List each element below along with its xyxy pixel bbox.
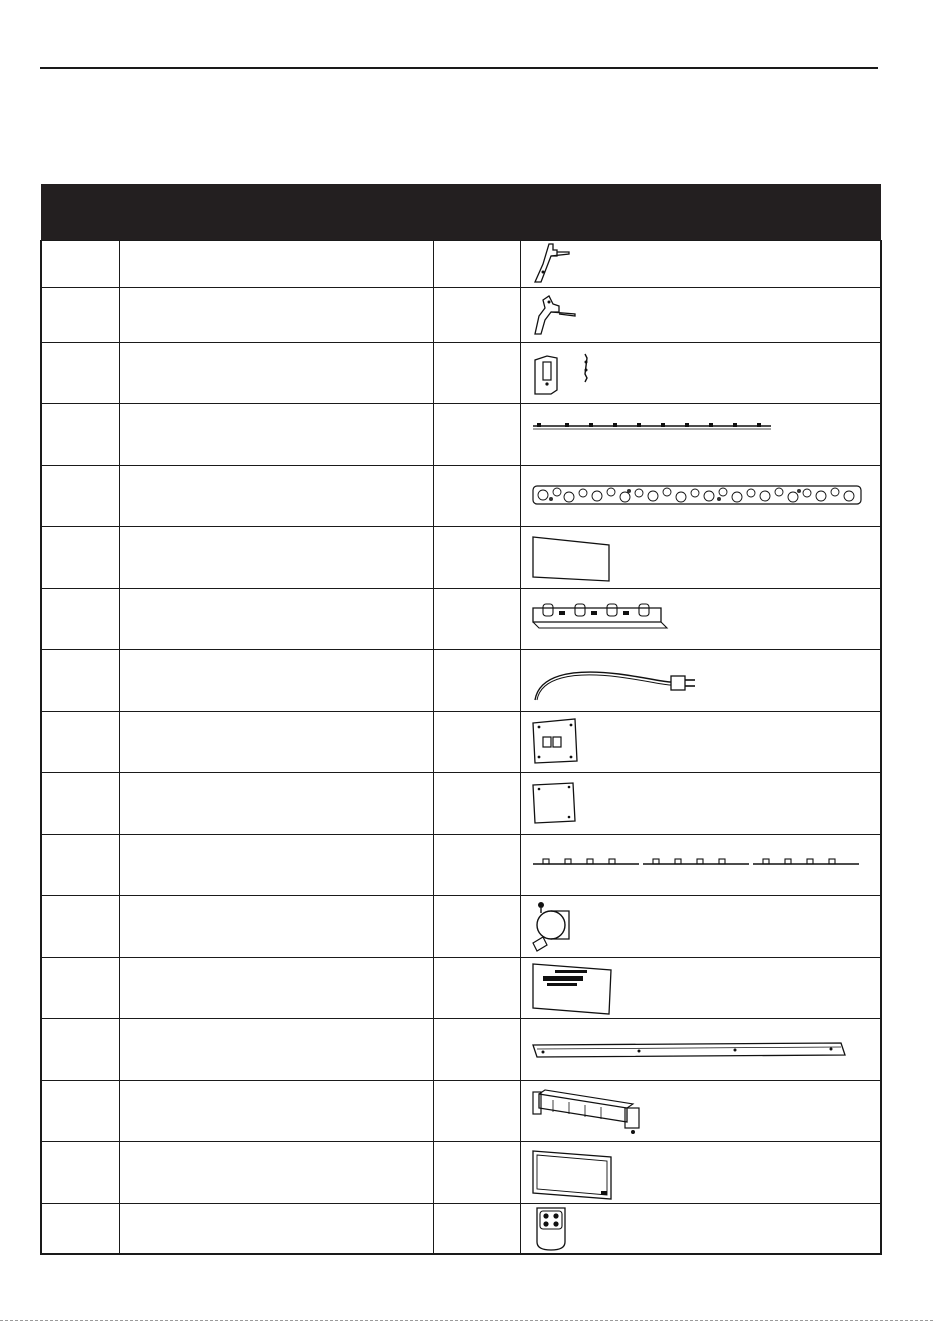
quantity-cell xyxy=(433,1019,520,1081)
header-quantity xyxy=(433,184,520,241)
part-cell xyxy=(41,466,119,527)
light-strip-icon xyxy=(529,840,869,890)
part-cell xyxy=(41,773,119,835)
table-row xyxy=(41,466,881,527)
table-row xyxy=(41,589,881,650)
table-header-row xyxy=(41,184,881,241)
table-row xyxy=(41,241,881,288)
crystal-ember-bed-icon xyxy=(529,471,869,521)
table-row xyxy=(41,712,881,773)
description-cell xyxy=(119,404,433,466)
quantity-cell xyxy=(433,527,520,589)
remote-control-icon xyxy=(529,1204,579,1252)
description-cell xyxy=(119,241,433,288)
description-cell xyxy=(119,288,433,343)
description-cell xyxy=(119,1142,433,1204)
table-row xyxy=(41,773,881,835)
description-cell xyxy=(119,343,433,404)
description-cell xyxy=(119,958,433,1019)
wall-mount-bracket-icon xyxy=(529,348,609,398)
table-row xyxy=(41,1142,881,1204)
description-cell xyxy=(119,1081,433,1142)
quantity-cell xyxy=(433,466,520,527)
table-row xyxy=(41,1204,881,1254)
led-strip-icon xyxy=(529,410,779,460)
header-description xyxy=(119,184,433,241)
table-row xyxy=(41,343,881,404)
right-leg-bracket-icon xyxy=(529,242,589,286)
left-leg-bracket-icon xyxy=(529,292,589,338)
label-panel-icon xyxy=(529,960,629,1016)
header-image xyxy=(520,184,881,241)
description-cell xyxy=(119,773,433,835)
part-cell xyxy=(41,1019,119,1081)
quantity-cell xyxy=(433,241,520,288)
quantity-cell xyxy=(433,404,520,466)
quantity-cell xyxy=(433,958,520,1019)
description-cell xyxy=(119,1204,433,1254)
description-cell xyxy=(119,1019,433,1081)
part-cell xyxy=(41,343,119,404)
description-cell xyxy=(119,466,433,527)
part-cell xyxy=(41,712,119,773)
page-heading xyxy=(40,100,878,140)
part-cell xyxy=(41,527,119,589)
table-row xyxy=(41,404,881,466)
description-cell xyxy=(119,712,433,773)
part-cell xyxy=(41,650,119,712)
table-row xyxy=(41,527,881,589)
light-bar-board-icon xyxy=(529,594,679,644)
description-cell xyxy=(119,896,433,958)
description-cell xyxy=(119,527,433,589)
table-row xyxy=(41,650,881,712)
power-cord-icon xyxy=(529,656,709,706)
panel-icon xyxy=(529,531,629,585)
heater-assembly-icon xyxy=(529,1082,659,1140)
part-cell xyxy=(41,241,119,288)
table-row xyxy=(41,835,881,896)
bottom-dashed-line xyxy=(0,1320,933,1321)
part-cell xyxy=(41,1142,119,1204)
quantity-cell xyxy=(433,288,520,343)
control-board-icon xyxy=(529,715,589,769)
table-row xyxy=(41,1081,881,1142)
quantity-cell xyxy=(433,835,520,896)
header-part xyxy=(41,184,119,241)
quantity-cell xyxy=(433,1142,520,1204)
quantity-cell xyxy=(433,896,520,958)
quantity-cell xyxy=(433,712,520,773)
part-cell xyxy=(41,288,119,343)
quantity-cell xyxy=(433,773,520,835)
quantity-cell xyxy=(433,1081,520,1142)
flame-motor-icon xyxy=(529,899,589,955)
quantity-cell xyxy=(433,650,520,712)
description-cell xyxy=(119,589,433,650)
quantity-cell xyxy=(433,343,520,404)
part-cell xyxy=(41,958,119,1019)
table-row xyxy=(41,958,881,1019)
mounting-rail-icon xyxy=(529,1025,859,1075)
description-cell xyxy=(119,650,433,712)
quantity-cell xyxy=(433,589,520,650)
top-rule xyxy=(40,67,878,69)
glass-panel-icon xyxy=(529,1145,629,1201)
part-cell xyxy=(41,896,119,958)
parts-table xyxy=(40,184,882,1255)
part-cell xyxy=(41,1204,119,1254)
table-row xyxy=(41,1019,881,1081)
description-cell xyxy=(119,835,433,896)
part-cell xyxy=(41,404,119,466)
part-cell xyxy=(41,589,119,650)
part-cell xyxy=(41,1081,119,1142)
quantity-cell xyxy=(433,1204,520,1254)
table-row xyxy=(41,896,881,958)
part-cell xyxy=(41,835,119,896)
cover-plate-icon xyxy=(529,777,589,831)
table-row xyxy=(41,288,881,343)
